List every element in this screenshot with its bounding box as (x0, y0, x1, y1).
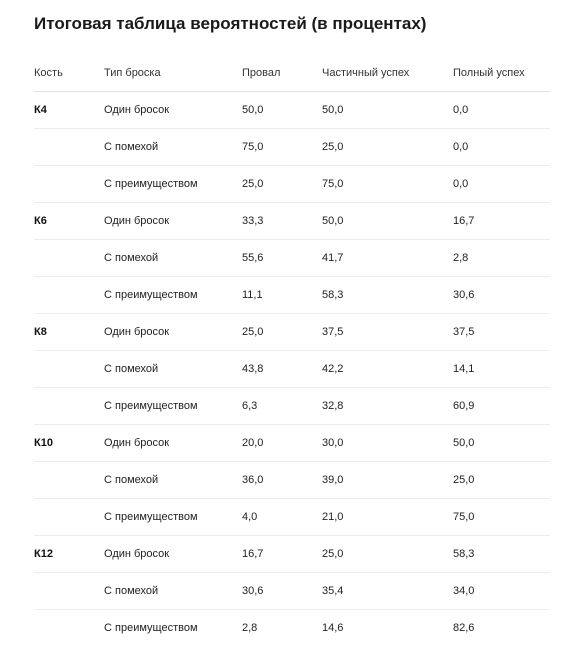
page-title: Итоговая таблица вероятностей (в процентах) (34, 0, 550, 35)
cell-die: К12 (34, 536, 104, 573)
cell-roll-type: Один бросок (104, 425, 242, 462)
cell-full-success: 37,5 (453, 314, 550, 351)
table-row (34, 240, 550, 277)
cell-die: К10 (34, 425, 104, 462)
cell-die: К8 (34, 314, 104, 351)
cell-full-success: 50,0 (453, 425, 550, 462)
cell-full-success: 25,0 (453, 462, 550, 499)
cell-partial-success: 32,8 (322, 388, 453, 425)
cell-roll-type: С помехой (104, 240, 242, 277)
table-row (34, 277, 550, 314)
probability-table (34, 55, 550, 646)
cell-partial-success: 58,3 (322, 277, 453, 314)
cell-full-success: 75,0 (453, 499, 550, 536)
cell-full-success: 2,8 (453, 240, 550, 277)
table-row (34, 462, 550, 499)
cell-die (34, 166, 104, 203)
table-row (34, 314, 550, 351)
table-row (34, 536, 550, 573)
cell-fail: 50,0 (242, 92, 322, 129)
cell-die (34, 277, 104, 314)
cell-partial-success: 14,6 (322, 610, 453, 646)
table-row (34, 92, 550, 129)
cell-fail: 2,8 (242, 610, 322, 646)
cell-die (34, 388, 104, 425)
cell-partial-success: 30,0 (322, 425, 453, 462)
cell-roll-type: Один бросок (104, 536, 242, 573)
table-row (34, 351, 550, 388)
cell-partial-success: 37,5 (322, 314, 453, 351)
cell-fail: 25,0 (242, 314, 322, 351)
table-row (34, 166, 550, 203)
cell-die (34, 573, 104, 610)
cell-fail: 16,7 (242, 536, 322, 573)
cell-fail: 6,3 (242, 388, 322, 425)
cell-roll-type: С помехой (104, 462, 242, 499)
cell-roll-type: С помехой (104, 351, 242, 388)
cell-partial-success: 35,4 (322, 573, 453, 610)
table-row (34, 425, 550, 462)
header-roll-type: Тип броска (104, 55, 242, 92)
cell-fail: 20,0 (242, 425, 322, 462)
cell-die (34, 240, 104, 277)
cell-partial-success: 75,0 (322, 166, 453, 203)
cell-fail: 25,0 (242, 166, 322, 203)
cell-full-success: 58,3 (453, 536, 550, 573)
cell-roll-type: С помехой (104, 573, 242, 610)
header-full-success: Полный успех (453, 55, 550, 92)
cell-roll-type: Один бросок (104, 203, 242, 240)
cell-partial-success: 25,0 (322, 536, 453, 573)
cell-fail: 11,1 (242, 277, 322, 314)
header-row (34, 55, 550, 92)
cell-full-success: 60,9 (453, 388, 550, 425)
cell-die (34, 351, 104, 388)
cell-fail: 75,0 (242, 129, 322, 166)
cell-die (34, 462, 104, 499)
cell-full-success: 82,6 (453, 610, 550, 646)
table-row (34, 610, 550, 646)
cell-full-success: 14,1 (453, 351, 550, 388)
table-row (34, 388, 550, 425)
cell-partial-success: 41,7 (322, 240, 453, 277)
header-die: Кость (34, 55, 104, 92)
table-row (34, 129, 550, 166)
cell-die (34, 499, 104, 536)
cell-partial-success: 50,0 (322, 203, 453, 240)
cell-partial-success: 25,0 (322, 129, 453, 166)
cell-partial-success: 39,0 (322, 462, 453, 499)
cell-fail: 30,6 (242, 573, 322, 610)
cell-full-success: 30,6 (453, 277, 550, 314)
table-body (34, 92, 550, 646)
cell-roll-type: С преимуществом (104, 499, 242, 536)
cell-die (34, 610, 104, 646)
cell-partial-success: 21,0 (322, 499, 453, 536)
table-row (34, 499, 550, 536)
cell-full-success: 16,7 (453, 203, 550, 240)
table-row (34, 203, 550, 240)
header-fail: Провал (242, 55, 322, 92)
cell-die (34, 129, 104, 166)
cell-die: К6 (34, 203, 104, 240)
cell-full-success: 34,0 (453, 573, 550, 610)
cell-fail: 4,0 (242, 499, 322, 536)
cell-full-success: 0,0 (453, 166, 550, 203)
cell-fail: 33,3 (242, 203, 322, 240)
cell-partial-success: 42,2 (322, 351, 453, 388)
cell-roll-type: С помехой (104, 129, 242, 166)
cell-partial-success: 50,0 (322, 92, 453, 129)
cell-full-success: 0,0 (453, 92, 550, 129)
cell-roll-type: С преимуществом (104, 166, 242, 203)
header-partial-success: Частичный успех (322, 55, 453, 92)
cell-full-success: 0,0 (453, 129, 550, 166)
cell-roll-type: С преимуществом (104, 388, 242, 425)
cell-die: К4 (34, 92, 104, 129)
cell-roll-type: Один бросок (104, 314, 242, 351)
cell-fail: 55,6 (242, 240, 322, 277)
cell-fail: 43,8 (242, 351, 322, 388)
cell-roll-type: С преимуществом (104, 277, 242, 314)
table-header (34, 55, 550, 92)
cell-roll-type: С преимуществом (104, 610, 242, 646)
cell-fail: 36,0 (242, 462, 322, 499)
cell-roll-type: Один бросок (104, 92, 242, 129)
table-row (34, 573, 550, 610)
